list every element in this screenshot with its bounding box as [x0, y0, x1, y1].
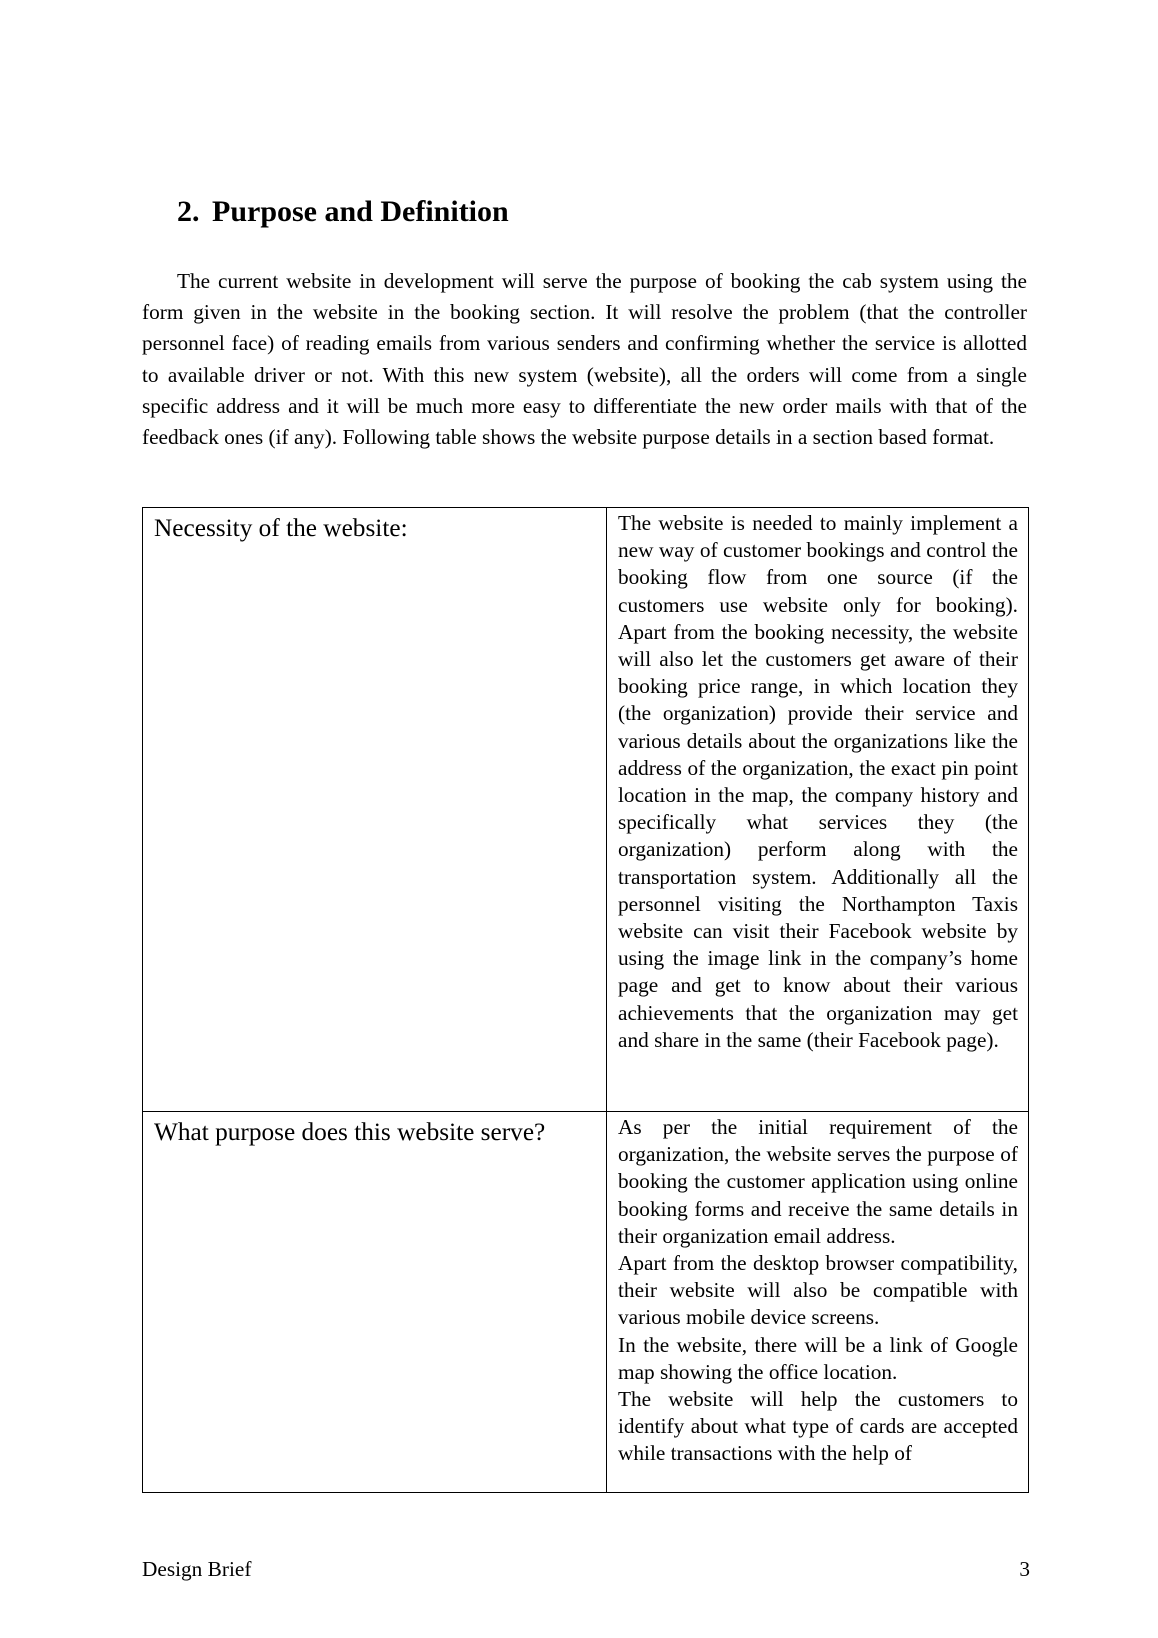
answer-paragraph: As per the initial requirement of the organization, the website serves the purpose of booking the customer application using online booking forms and receive the same details in their organization email address. [618, 1115, 1018, 1248]
answer-paragraph: In the website, there will be a link of Google map showing the office location. [618, 1332, 1018, 1384]
answer-paragraph: The website is needed to mainly implement a new way of customer bookings and control the booking flow from one source (if the customers use website only for booking). Apart from the booking necessity, the website will also let the customers get aware of their booking price range, in which location they (the organization) provide their service and various details about the organizations like the address of the organization, the exact pin point location in the map, the company history and specifically what services they (the organization) perform along with the transportation system. Additionally all the personnel visiting the Northampton Taxis website can visit their Facebook website by using the image link in the company’s home page and get to know about their various achievements that the organization may get and share in the same (their Facebook page). [618, 511, 1018, 1052]
purpose-table [142, 507, 1029, 1493]
answer-cell [607, 508, 1029, 1112]
answer-cell [607, 1112, 1029, 1493]
page-number: 3 [1019, 1557, 1030, 1581]
table-row [143, 1112, 1029, 1493]
section-heading [177, 195, 509, 229]
section-title: Purpose and Definition [212, 195, 509, 228]
intro-paragraph: The current website in development will serve the purpose of booking the cab system using the form given in the website in the booking section. It will resolve the problem (that the controller personnel face) of reading emails from various senders and confirming whether the service is allotted to available driver or not. With this new system (website), all the orders will come from a single specific address and it will be much more easy to differentiate the new order mails with that of the feedback ones (if any). Following table shows the website purpose details in a section based format. [142, 269, 1027, 450]
section-number: 2. [177, 195, 200, 228]
table-row [143, 508, 1029, 1112]
footer-title: Design Brief [142, 1557, 252, 1581]
question-cell: What purpose does this website serve? [143, 1112, 607, 1493]
answer-paragraph: The website will help the customers to identify about what type of cards are accepted while transactions with the help of [618, 1387, 1018, 1466]
question-cell: Necessity of the website: [143, 508, 607, 1112]
answer-paragraph: Apart from the desktop browser compatibility, their website will also be compatible with various mobile device screens. [618, 1251, 1018, 1330]
